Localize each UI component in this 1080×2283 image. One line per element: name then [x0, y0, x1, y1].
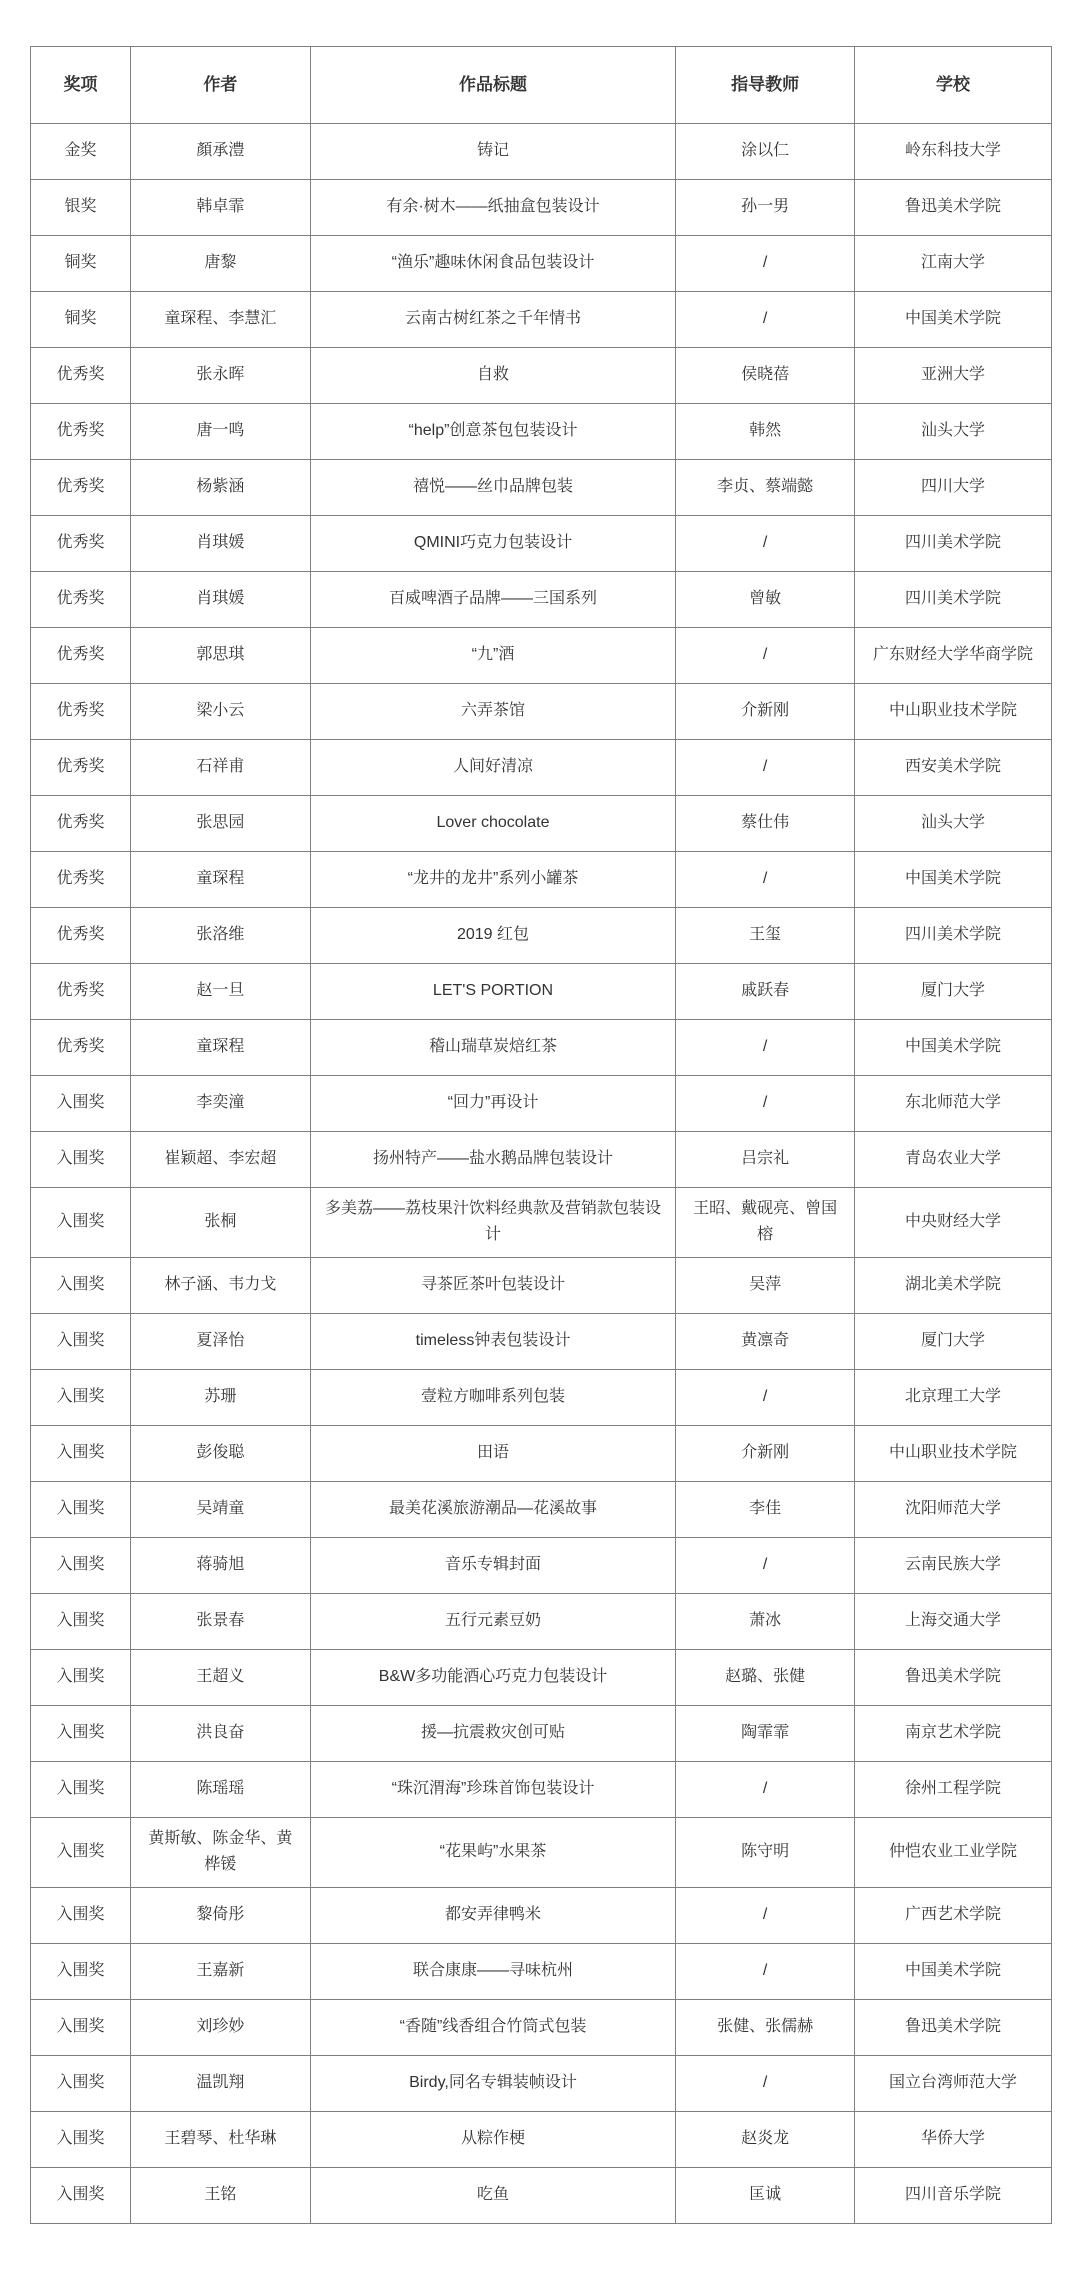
- school-cell: 四川美术学院: [854, 516, 1051, 572]
- school-cell: 青岛农业大学: [854, 1132, 1051, 1188]
- award-cell: 优秀奖: [31, 628, 131, 684]
- award-cell: 入围奖: [31, 1999, 131, 2055]
- author-cell: 陈瑶瑶: [131, 1761, 311, 1817]
- table-row: [31, 1649, 1052, 1705]
- school-cell: 徐州工程学院: [854, 1761, 1051, 1817]
- table-row: [31, 908, 1052, 964]
- table-row: [31, 2167, 1052, 2223]
- title-cell: 2019 红包: [310, 908, 676, 964]
- table-row: [31, 796, 1052, 852]
- teacher-cell: 曾敏: [676, 572, 855, 628]
- teacher-cell: 黄凛奇: [676, 1313, 855, 1369]
- table-row: [31, 1369, 1052, 1425]
- award-cell: 入围奖: [31, 2167, 131, 2223]
- award-cell: 铜奖: [31, 292, 131, 348]
- teacher-cell: 李佳: [676, 1481, 855, 1537]
- school-cell: 云南民族大学: [854, 1537, 1051, 1593]
- teacher-cell: 介新刚: [676, 1425, 855, 1481]
- teacher-cell: 蔡仕伟: [676, 796, 855, 852]
- author-cell: 肖琪媛: [131, 516, 311, 572]
- award-cell: 入围奖: [31, 1817, 131, 1887]
- author-cell: 梁小云: [131, 684, 311, 740]
- title-cell: “九”酒: [310, 628, 676, 684]
- award-cell: 入围奖: [31, 1887, 131, 1943]
- author-cell: 彭俊聪: [131, 1425, 311, 1481]
- teacher-cell: 侯晓蓓: [676, 348, 855, 404]
- award-cell: 入围奖: [31, 1257, 131, 1313]
- author-cell: 王超义: [131, 1649, 311, 1705]
- title-cell: 田语: [310, 1425, 676, 1481]
- author-cell: 张景春: [131, 1593, 311, 1649]
- author-cell: 石祥甫: [131, 740, 311, 796]
- award-cell: 优秀奖: [31, 460, 131, 516]
- teacher-cell: /: [676, 1369, 855, 1425]
- teacher-cell: 张健、张儒赫: [676, 1999, 855, 2055]
- title-cell: 铸记: [310, 124, 676, 180]
- author-cell: 蒋骑旭: [131, 1537, 311, 1593]
- author-cell: 张桐: [131, 1188, 311, 1258]
- author-cell: 黎倚彤: [131, 1887, 311, 1943]
- teacher-cell: /: [676, 292, 855, 348]
- teacher-cell: 王昭、戴砚亮、曾国榕: [676, 1188, 855, 1258]
- table-row: [31, 292, 1052, 348]
- author-cell: 夏泽怡: [131, 1313, 311, 1369]
- award-cell: 入围奖: [31, 1313, 131, 1369]
- table-row: [31, 1020, 1052, 1076]
- table-row: [31, 1132, 1052, 1188]
- table-row: [31, 1705, 1052, 1761]
- title-cell: 最美花溪旅游潮品—花溪故事: [310, 1481, 676, 1537]
- award-cell: 优秀奖: [31, 1020, 131, 1076]
- table-row: [31, 124, 1052, 180]
- title-cell: timeless钟表包装设计: [310, 1313, 676, 1369]
- school-cell: 四川美术学院: [854, 572, 1051, 628]
- author-cell: 崔颖超、李宏超: [131, 1132, 311, 1188]
- table-row: [31, 572, 1052, 628]
- title-cell: “香随”线香组合竹筒式包装: [310, 1999, 676, 2055]
- title-cell: 寻茶匠茶叶包装设计: [310, 1257, 676, 1313]
- award-cell: 银奖: [31, 180, 131, 236]
- award-cell: 入围奖: [31, 1481, 131, 1537]
- award-cell: 入围奖: [31, 1537, 131, 1593]
- school-cell: 中山职业技术学院: [854, 684, 1051, 740]
- teacher-cell: 赵璐、张健: [676, 1649, 855, 1705]
- author-cell: 顏承澧: [131, 124, 311, 180]
- table-row: [31, 964, 1052, 1020]
- award-cell: 入围奖: [31, 1593, 131, 1649]
- table-row: [31, 1076, 1052, 1132]
- author-cell: 肖琪媛: [131, 572, 311, 628]
- award-cell: 入围奖: [31, 1649, 131, 1705]
- table-row: [31, 1817, 1052, 1887]
- title-cell: 壹粒方咖啡系列包装: [310, 1369, 676, 1425]
- table-row: [31, 180, 1052, 236]
- author-cell: 郭思琪: [131, 628, 311, 684]
- title-cell: 音乐专辑封面: [310, 1537, 676, 1593]
- title-cell: QMINI巧克力包装设计: [310, 516, 676, 572]
- award-cell: 入围奖: [31, 2111, 131, 2167]
- teacher-cell: 吴萍: [676, 1257, 855, 1313]
- title-cell: 六弄茶馆: [310, 684, 676, 740]
- school-cell: 中央财经大学: [854, 1188, 1051, 1258]
- school-cell: 沈阳师范大学: [854, 1481, 1051, 1537]
- school-cell: 广东财经大学华商学院: [854, 628, 1051, 684]
- title-cell: 稽山瑞草炭焙红茶: [310, 1020, 676, 1076]
- school-cell: 鲁迅美术学院: [854, 1999, 1051, 2055]
- table-row: [31, 1999, 1052, 2055]
- title-cell: B&W多功能酒心巧克力包装设计: [310, 1649, 676, 1705]
- table-row: [31, 236, 1052, 292]
- title-cell: 联合康康——寻味杭州: [310, 1943, 676, 1999]
- school-cell: 西安美术学院: [854, 740, 1051, 796]
- award-cell: 铜奖: [31, 236, 131, 292]
- title-cell: 禧悦——丝巾品牌包装: [310, 460, 676, 516]
- title-cell: “help”创意茶包包装设计: [310, 404, 676, 460]
- school-cell: 中国美术学院: [854, 852, 1051, 908]
- author-cell: 温凯翔: [131, 2055, 311, 2111]
- teacher-cell: 萧冰: [676, 1593, 855, 1649]
- teacher-cell: /: [676, 1076, 855, 1132]
- teacher-cell: 李贞、蔡端懿: [676, 460, 855, 516]
- title-cell: LET'S PORTION: [310, 964, 676, 1020]
- table-row: [31, 1425, 1052, 1481]
- column-header-school: 学校: [854, 47, 1051, 124]
- column-header-title: 作品标题: [310, 47, 676, 124]
- column-header-award: 奖项: [31, 47, 131, 124]
- table-row: [31, 516, 1052, 572]
- title-cell: 多美荔——荔枝果汁饮料经典款及营销款包装设计: [310, 1188, 676, 1258]
- table-row: [31, 1481, 1052, 1537]
- author-cell: 吴靖童: [131, 1481, 311, 1537]
- author-cell: 童琛程: [131, 852, 311, 908]
- table-row: [31, 1537, 1052, 1593]
- award-cell: 入围奖: [31, 1188, 131, 1258]
- award-cell: 入围奖: [31, 1705, 131, 1761]
- award-cell: 优秀奖: [31, 684, 131, 740]
- table-row: [31, 1943, 1052, 1999]
- title-cell: 云南古树红茶之千年情书: [310, 292, 676, 348]
- teacher-cell: /: [676, 1887, 855, 1943]
- school-cell: 四川美术学院: [854, 908, 1051, 964]
- table-row: [31, 1188, 1052, 1258]
- school-cell: 厦门大学: [854, 964, 1051, 1020]
- title-cell: Lover chocolate: [310, 796, 676, 852]
- teacher-cell: 介新刚: [676, 684, 855, 740]
- teacher-cell: /: [676, 628, 855, 684]
- teacher-cell: /: [676, 1537, 855, 1593]
- teacher-cell: /: [676, 516, 855, 572]
- author-cell: 王铭: [131, 2167, 311, 2223]
- school-cell: 国立台湾师范大学: [854, 2055, 1051, 2111]
- teacher-cell: 涂以仁: [676, 124, 855, 180]
- author-cell: 张永晖: [131, 348, 311, 404]
- title-cell: 自救: [310, 348, 676, 404]
- table-row: [31, 460, 1052, 516]
- teacher-cell: 韩然: [676, 404, 855, 460]
- author-cell: 黄斯敏、陈金华、黄桦锾: [131, 1817, 311, 1887]
- author-cell: 洪良奋: [131, 1705, 311, 1761]
- school-cell: 四川大学: [854, 460, 1051, 516]
- author-cell: 赵一旦: [131, 964, 311, 1020]
- teacher-cell: /: [676, 852, 855, 908]
- school-cell: 南京艺术学院: [854, 1705, 1051, 1761]
- author-cell: 童琛程: [131, 1020, 311, 1076]
- teacher-cell: 王玺: [676, 908, 855, 964]
- title-cell: “珠沉渭海”珍珠首饰包装设计: [310, 1761, 676, 1817]
- school-cell: 中国美术学院: [854, 1020, 1051, 1076]
- school-cell: 汕头大学: [854, 796, 1051, 852]
- author-cell: 童琛程、李慧汇: [131, 292, 311, 348]
- teacher-cell: 赵炎龙: [676, 2111, 855, 2167]
- school-cell: 上海交通大学: [854, 1593, 1051, 1649]
- award-cell: 入围奖: [31, 2055, 131, 2111]
- award-cell: 入围奖: [31, 1076, 131, 1132]
- teacher-cell: 吕宗礼: [676, 1132, 855, 1188]
- title-cell: 百威啤酒子品牌——三国系列: [310, 572, 676, 628]
- table-row: [31, 348, 1052, 404]
- title-cell: “龙井的龙井”系列小罐茶: [310, 852, 676, 908]
- author-cell: 唐一鸣: [131, 404, 311, 460]
- table-row: [31, 1593, 1052, 1649]
- teacher-cell: /: [676, 1020, 855, 1076]
- column-header-teacher: 指导教师: [676, 47, 855, 124]
- table-row: [31, 1313, 1052, 1369]
- teacher-cell: /: [676, 236, 855, 292]
- table-row: [31, 740, 1052, 796]
- title-cell: “花果屿”水果茶: [310, 1817, 676, 1887]
- author-cell: 李奕潼: [131, 1076, 311, 1132]
- award-cell: 优秀奖: [31, 740, 131, 796]
- title-cell: 援—抗震救灾创可贴: [310, 1705, 676, 1761]
- award-cell: 入围奖: [31, 1425, 131, 1481]
- title-cell: 有余·树木——纸抽盒包装设计: [310, 180, 676, 236]
- author-cell: 张思园: [131, 796, 311, 852]
- table-row: [31, 1257, 1052, 1313]
- school-cell: 鲁迅美术学院: [854, 180, 1051, 236]
- teacher-cell: /: [676, 740, 855, 796]
- school-cell: 汕头大学: [854, 404, 1051, 460]
- teacher-cell: 孙一男: [676, 180, 855, 236]
- author-cell: 苏珊: [131, 1369, 311, 1425]
- author-cell: 刘珍妙: [131, 1999, 311, 2055]
- title-cell: 人间好清凉: [310, 740, 676, 796]
- table-row: [31, 852, 1052, 908]
- title-cell: 吃鱼: [310, 2167, 676, 2223]
- author-cell: 林子涵、韦力戈: [131, 1257, 311, 1313]
- award-cell: 优秀奖: [31, 964, 131, 1020]
- title-cell: 都安弄律鸭米: [310, 1887, 676, 1943]
- school-cell: 中国美术学院: [854, 1943, 1051, 1999]
- award-cell: 优秀奖: [31, 852, 131, 908]
- award-cell: 优秀奖: [31, 796, 131, 852]
- header-row: [31, 47, 1052, 124]
- award-cell: 入围奖: [31, 1369, 131, 1425]
- author-cell: 王嘉新: [131, 1943, 311, 1999]
- table-row: [31, 2055, 1052, 2111]
- teacher-cell: 匡诚: [676, 2167, 855, 2223]
- teacher-cell: /: [676, 1761, 855, 1817]
- author-cell: 王碧琴、杜华琳: [131, 2111, 311, 2167]
- school-cell: 东北师范大学: [854, 1076, 1051, 1132]
- school-cell: 鲁迅美术学院: [854, 1649, 1051, 1705]
- school-cell: 广西艺术学院: [854, 1887, 1051, 1943]
- title-cell: 从粽作梗: [310, 2111, 676, 2167]
- title-cell: “回力”再设计: [310, 1076, 676, 1132]
- author-cell: 唐黎: [131, 236, 311, 292]
- school-cell: 中国美术学院: [854, 292, 1051, 348]
- school-cell: 湖北美术学院: [854, 1257, 1051, 1313]
- teacher-cell: /: [676, 2055, 855, 2111]
- title-cell: 扬州特产——盐水鹅品牌包装设计: [310, 1132, 676, 1188]
- school-cell: 仲恺农业工业学院: [854, 1817, 1051, 1887]
- author-cell: 杨紫涵: [131, 460, 311, 516]
- award-cell: 优秀奖: [31, 908, 131, 964]
- title-cell: 五行元素豆奶: [310, 1593, 676, 1649]
- author-cell: 韩卓霏: [131, 180, 311, 236]
- table-row: [31, 404, 1052, 460]
- school-cell: 厦门大学: [854, 1313, 1051, 1369]
- teacher-cell: /: [676, 1943, 855, 1999]
- title-cell: Birdy,同名专辑装帧设计: [310, 2055, 676, 2111]
- school-cell: 亚洲大学: [854, 348, 1051, 404]
- teacher-cell: 戚跃春: [676, 964, 855, 1020]
- school-cell: 华侨大学: [854, 2111, 1051, 2167]
- awards-table: [30, 46, 1052, 2224]
- award-cell: 金奖: [31, 124, 131, 180]
- school-cell: 江南大学: [854, 236, 1051, 292]
- title-cell: “渔乐”趣味休闲食品包装设计: [310, 236, 676, 292]
- table-row: [31, 2111, 1052, 2167]
- award-cell: 优秀奖: [31, 516, 131, 572]
- table-row: [31, 684, 1052, 740]
- award-cell: 优秀奖: [31, 572, 131, 628]
- award-cell: 优秀奖: [31, 348, 131, 404]
- award-cell: 入围奖: [31, 1132, 131, 1188]
- author-cell: 张洛维: [131, 908, 311, 964]
- school-cell: 四川音乐学院: [854, 2167, 1051, 2223]
- table-row: [31, 628, 1052, 684]
- school-cell: 中山职业技术学院: [854, 1425, 1051, 1481]
- teacher-cell: 陶霏霏: [676, 1705, 855, 1761]
- award-cell: 入围奖: [31, 1761, 131, 1817]
- table-row: [31, 1761, 1052, 1817]
- table-body: [31, 124, 1052, 2224]
- school-cell: 岭东科技大学: [854, 124, 1051, 180]
- award-cell: 优秀奖: [31, 404, 131, 460]
- teacher-cell: 陈守明: [676, 1817, 855, 1887]
- school-cell: 北京理工大学: [854, 1369, 1051, 1425]
- table-row: [31, 1887, 1052, 1943]
- column-header-author: 作者: [131, 47, 311, 124]
- award-cell: 入围奖: [31, 1943, 131, 1999]
